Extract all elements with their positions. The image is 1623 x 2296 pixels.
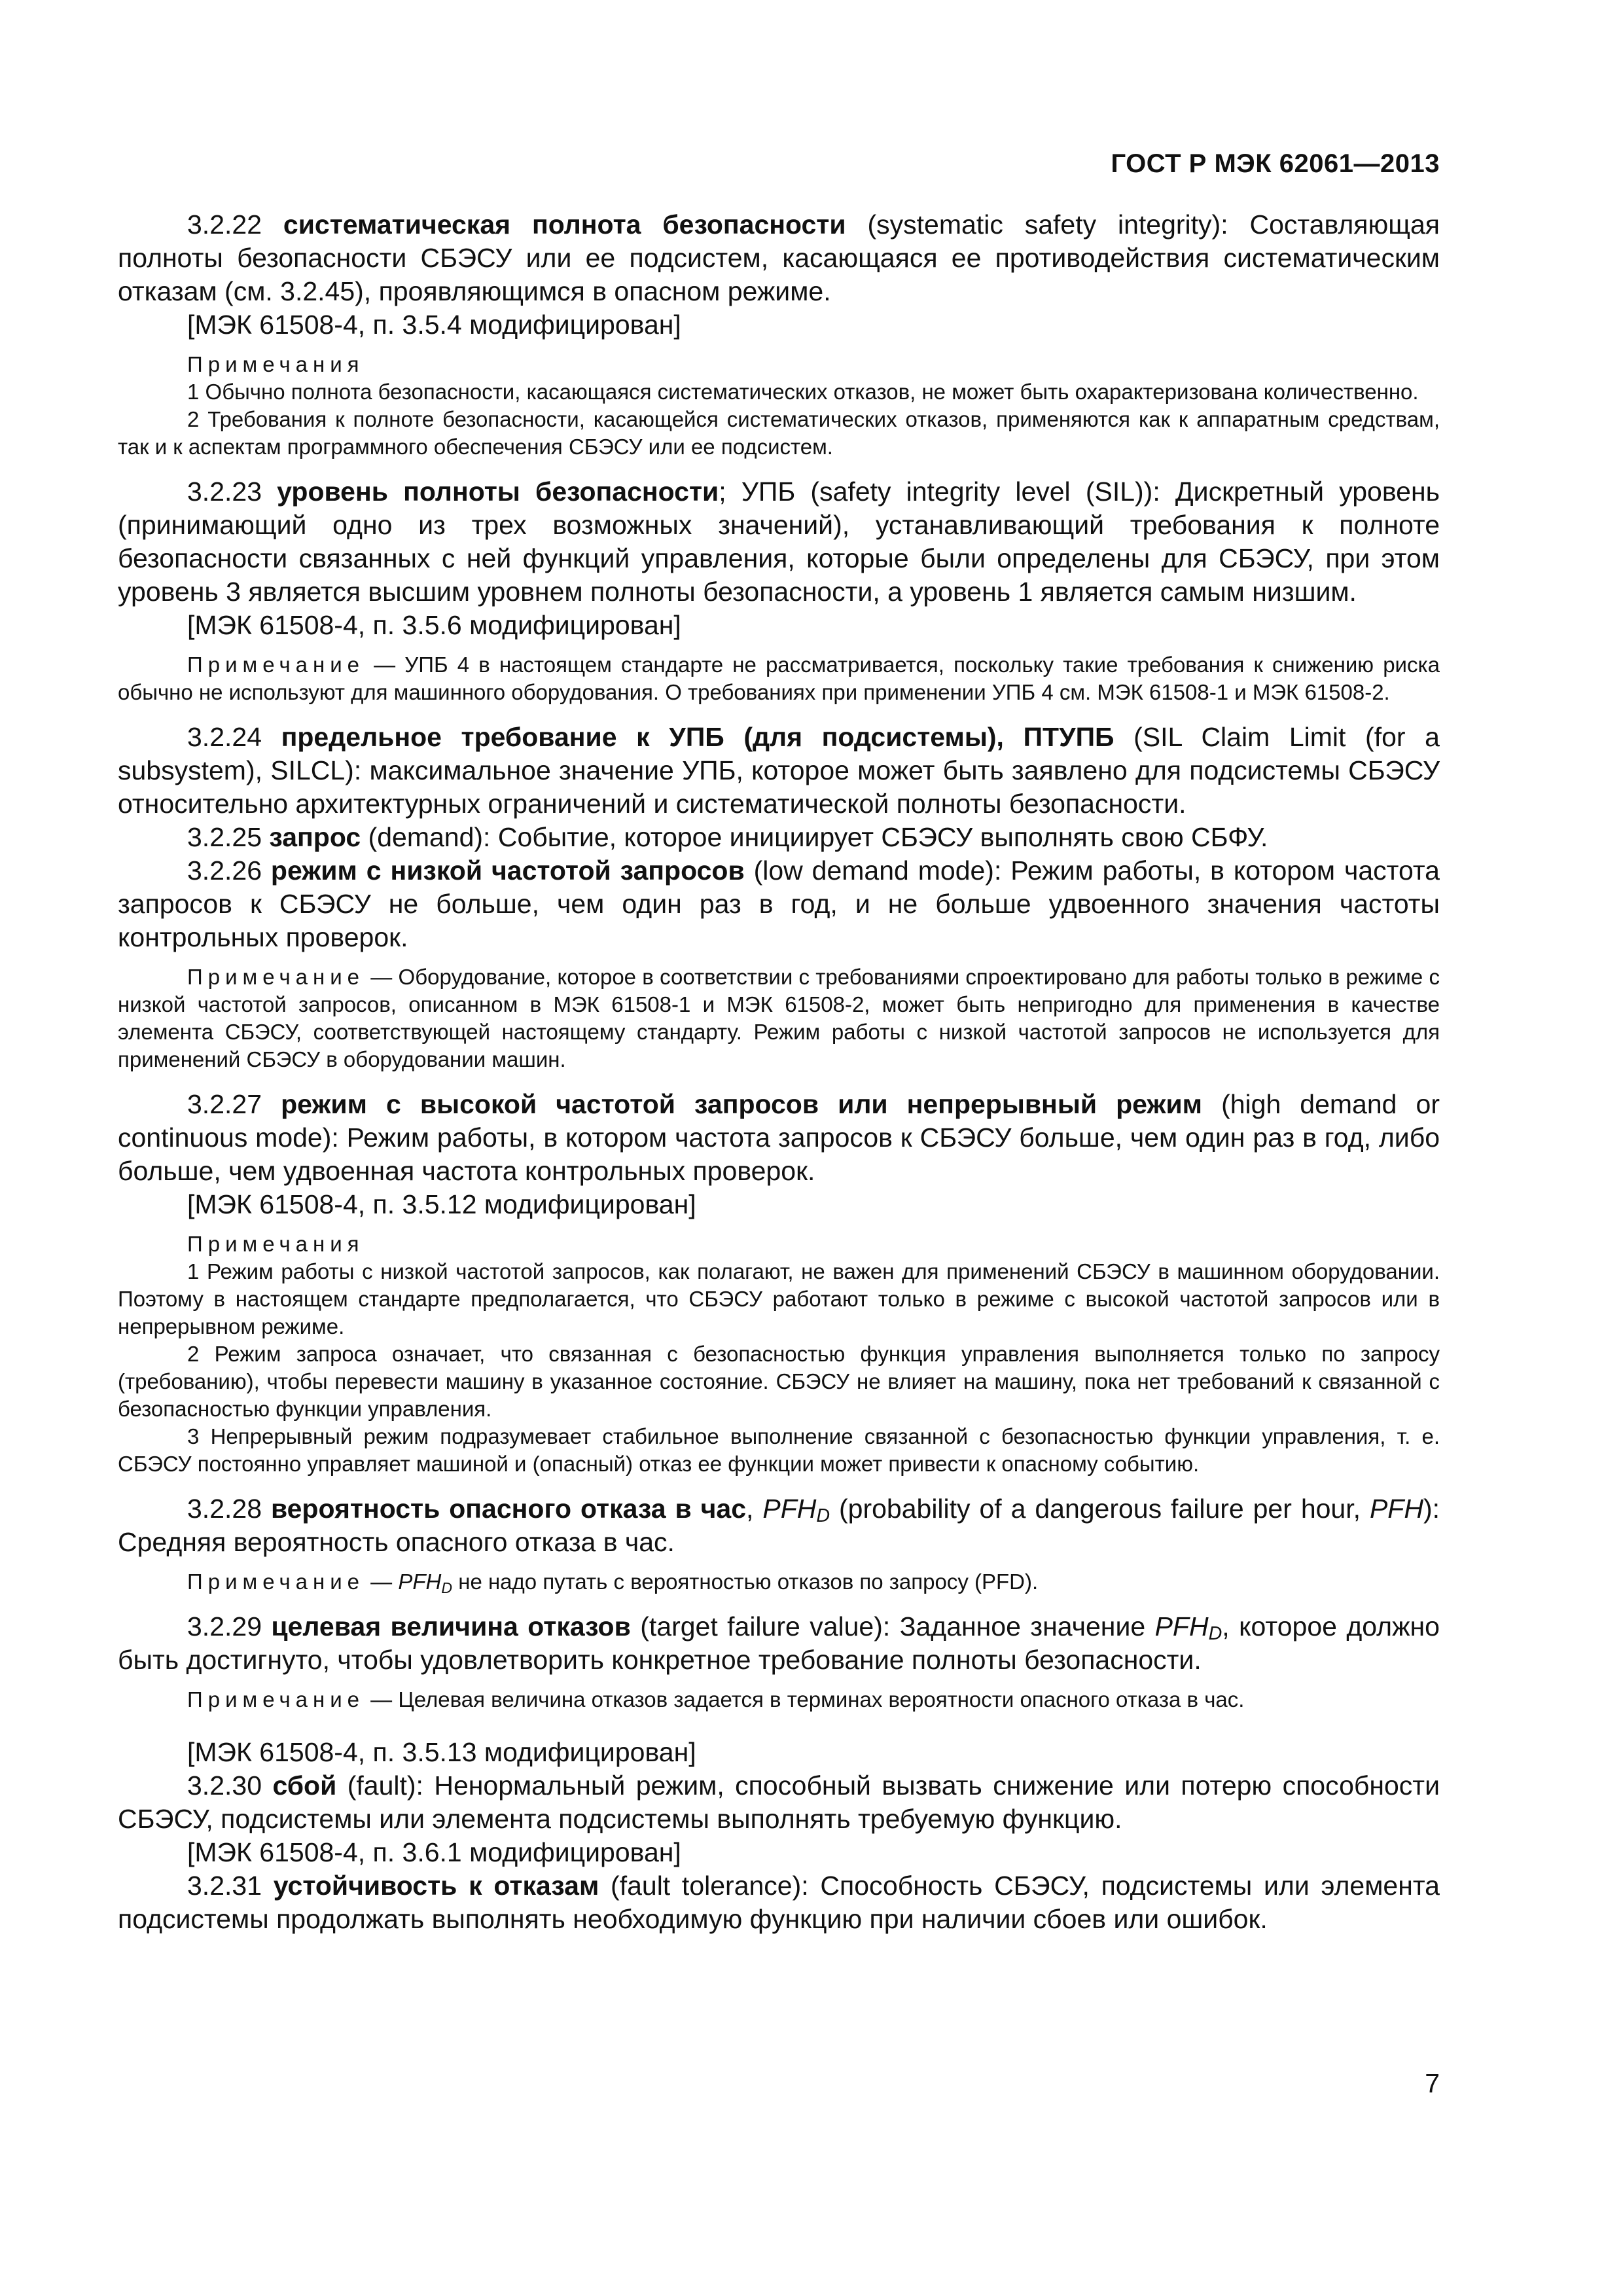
reference: [МЭК 61508-4, п. 3.5.12 модифицирован] — [187, 1189, 696, 1219]
note: Примечание — УПБ 4 в настоящем стандарте не рассматривается, поскольку такие требования к снижению риска обычно не используют для машинного оборудования. О требованиях при применении УПБ 4 см. МЭК 61508-1 и МЭК 61508-2. — [118, 653, 1440, 704]
standard-header: ГОСТ Р МЭК 62061—2013 — [1111, 149, 1440, 178]
reference: [МЭК 61508-4, п. 3.5.6 модифицирован] — [187, 610, 681, 640]
notes-heading: Примечания — [187, 1232, 365, 1256]
clause-3-2-22: 3.2.22 систематическая полнота безопасности (systematic safety integrity): Составляющая полноты безопасности СБЭСУ или ее подсистем, касающаяся ее противодействия систематическим отказам (см. 3.2.45), проявляющимся в опасном режиме. — [118, 209, 1440, 306]
clause-3-2-29: 3.2.29 целевая величина отказов (target failure value): Заданное значение $PFH_D$, которое должно быть достигнуто, чтобы удовлетворить конкретное требование полноты безопасности. — [118, 1611, 1440, 1675]
term: запрос — [269, 822, 361, 852]
reference: [МЭК 61508-4, п. 3.6.1 модифицирован] — [187, 1837, 681, 1867]
note: Примечание — $PFH_D$ не надо путать с вероятностью отказов по запросу (PFD). — [187, 1570, 1039, 1596]
document-page — [118, 0, 1440, 2296]
term: сбой — [272, 1770, 337, 1801]
note-label: Примечание — [187, 965, 365, 989]
page-number: 7 — [1425, 2068, 1440, 2098]
term: вероятность опасного отказа в час — [270, 1494, 747, 1524]
clause-3-2-31: 3.2.31 устойчивость к отказам (fault tolerance): Способность СБЭСУ, подсистемы или элемента подсистемы продолжать выполнять необходимую функцию при наличии сбоев или ошибок. — [118, 1871, 1440, 1934]
note: 3 Непрерывный режим подразумевает стабильное выполнение связанной с безопасностью функции управления, т. е. СБЭСУ постоянно управляет машиной и (опасный) отказ ее функции может привести к опасному событию. — [118, 1424, 1440, 1476]
note-label: Примечание — [187, 1687, 365, 1712]
term: уровень полноты безопасности — [277, 476, 719, 507]
clause-3-2-25: 3.2.25 запрос (demand): Событие, которое инициирует СБЭСУ выполнять свою СБФУ. — [187, 822, 1268, 852]
note: Примечание — Целевая величина отказов задается в терминах вероятности опасного отказа в час. — [187, 1687, 1245, 1712]
term: систематическая полнота безопасности — [283, 209, 846, 240]
note: 2 Требования к полноте безопасности, касающейся систематических отказов, применяются как к аппаратным средствам, так и к аспектам программного обеспечения СБЭСУ или ее подсистем. — [118, 407, 1440, 459]
clause-3-2-24: 3.2.24 предельное требование к УПБ (для подсистемы), ПТУПБ (SIL Claim Limit (for a subsystem), SILCL): максимальное значение УПБ, которое может быть заявлено для подсистемы СБЭСУ относительно архитектурных ограничений и систематической полноты безопасности. — [118, 722, 1440, 819]
clause-3-2-27: 3.2.27 режим с высокой частотой запросов или непрерывный режим (high demand or continuous mode): Режим работы, в котором частота запросов к СБЭСУ больше, чем один раз в год, либо больше, чем удвоенная частота контрольных проверок. — [118, 1089, 1440, 1186]
note-label: Примечание — [187, 653, 365, 677]
clause-3-2-23: 3.2.23 уровень полноты безопасности; УПБ (safety integrity level (SIL)): Дискретный уровень (принимающий одно из трех возможных значений), устанавливающий требования к полноте безопасности связанных с ней функций управления, которые были определены для СБЭСУ, при этом уровень 3 является высшим уровнем полноты безопасности, а уровень 1 является самым низшим. — [118, 476, 1440, 607]
clause-3-2-28: 3.2.28 вероятность опасного отказа в час, $PFH_D$ (probability of a dangerous failure per hour, PFH): Средняя вероятность опасного отказа в час. — [118, 1494, 1440, 1557]
term: режим с низкой частотой запросов — [270, 855, 745, 886]
note: 1 Обычно полнота безопасности, касающаяся систематических отказов, не может быть охарактеризована количественно. — [187, 380, 1419, 404]
reference: [МЭК 61508-4, п. 3.5.13 модифицирован] — [187, 1737, 696, 1767]
note-label: Примечание — [187, 1570, 365, 1594]
note: 2 Режим запроса означает, что связанная с безопасностью функция управления выполняется только по запросу (требованию), чтобы перевести машину в указанное состояние. СБЭСУ не влияет на машину, пока нет требований к связанной с безопасностью функции управления. — [118, 1342, 1440, 1421]
clause-3-2-30: 3.2.30 сбой (fault): Ненормальный режим, способный вызвать снижение или потерю способности СБЭСУ, подсистемы или элемента подсистемы выполнять требуемую функцию. — [118, 1770, 1440, 1834]
note: Примечание — Оборудование, которое в соответствии с требованиями спроектировано для работы только в режиме с низкой частотой запросов, описанном в МЭК 61508-1 и МЭК 61508-2, может быть непригодно для применения в качестве элемента СБЭСУ, соответствующей настоящему стандарту. Режим работы с низкой частотой запросов не используется для применений СБЭСУ в оборудовании машин. — [118, 965, 1440, 1071]
clause-3-2-26: 3.2.26 режим с низкой частотой запросов (low demand mode): Режим работы, в котором частота запросов к СБЭСУ не больше, чем один раз в год, и не больше удвоенного значения частоты контрольных проверок. — [118, 855, 1440, 952]
term: предельное требование к УПБ (для подсистемы), ПТУПБ — [281, 722, 1115, 752]
page-content — [118, 208, 1440, 1936]
reference: [МЭК 61508-4, п. 3.5.4 модифицирован] — [187, 310, 681, 340]
note: 1 Режим работы с низкой частотой запросов, как полагают, не важен для применений СБЭСУ в машинном оборудовании. Поэтому в настоящем стандарте предполагается, что СБЭСУ работают только в режиме с высокой частотой запросов или в непрерывном режиме. — [118, 1259, 1440, 1338]
notes-heading: Примечания — [187, 352, 365, 376]
term: целевая величина отказов — [271, 1611, 631, 1641]
term: режим с высокой частотой запросов или непрерывный режим — [281, 1089, 1203, 1119]
term: устойчивость к отказам — [273, 1871, 599, 1901]
